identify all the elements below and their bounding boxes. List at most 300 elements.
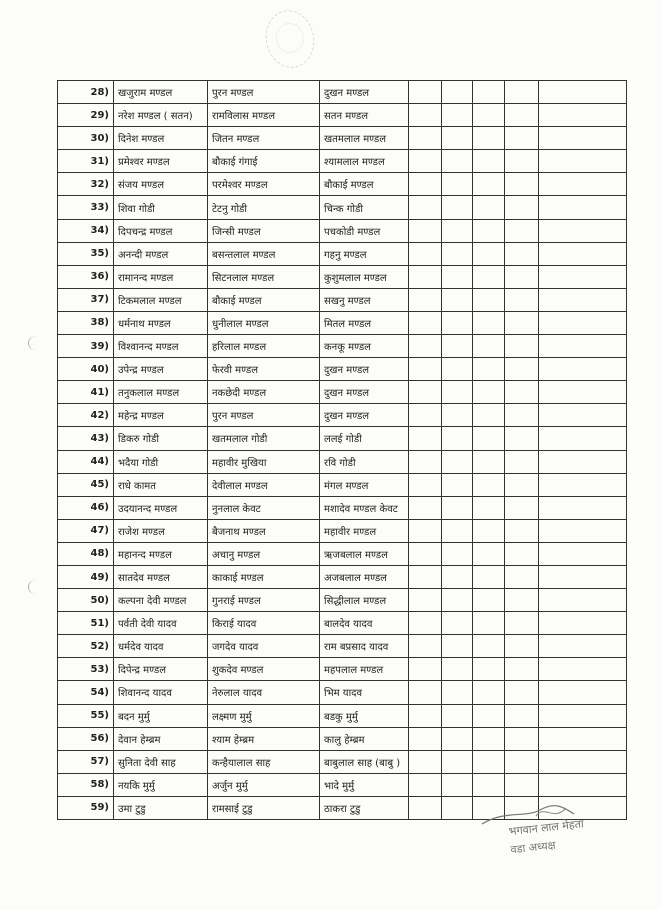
blank-cell <box>505 542 539 565</box>
blank-cell <box>409 773 442 796</box>
grandfather-name-cell: ठाकरा टुडु <box>320 796 409 819</box>
blank-cell <box>409 173 442 196</box>
blank-cell <box>473 496 505 519</box>
blank-cell <box>409 519 442 542</box>
serial-number-cell: 41) <box>58 381 114 404</box>
table-row <box>58 750 627 773</box>
grandfather-name-cell: दुखन मण्डल <box>320 81 409 104</box>
blank-cell <box>539 496 627 519</box>
blank-cell <box>409 681 442 704</box>
serial-number-cell: 34) <box>58 219 114 242</box>
grandfather-name-cell: बाबुलाल साह (बाबु ) <box>320 750 409 773</box>
blank-cell <box>409 565 442 588</box>
blank-cell <box>442 311 473 334</box>
blank-cell <box>409 542 442 565</box>
blank-cell <box>409 750 442 773</box>
blank-cell <box>505 127 539 150</box>
name-cell: विश्वानन्द मण्डल <box>114 335 208 358</box>
blank-cell <box>442 242 473 265</box>
name-cell: कल्पना देवी मण्डल <box>114 589 208 612</box>
blank-cell <box>505 150 539 173</box>
blank-cell <box>505 81 539 104</box>
blank-cell <box>473 750 505 773</box>
table-row <box>58 635 627 658</box>
blank-cell <box>539 542 627 565</box>
blank-cell <box>505 404 539 427</box>
grandfather-name-cell: श्यामलाल मण्डल <box>320 150 409 173</box>
signature-block <box>474 800 584 864</box>
blank-cell <box>505 565 539 588</box>
table-row <box>58 542 627 565</box>
punch-hole-mark <box>28 580 43 594</box>
serial-number-cell: 55) <box>58 704 114 727</box>
blank-cell <box>473 612 505 635</box>
serial-number-cell: 28) <box>58 81 114 104</box>
blank-cell <box>442 565 473 588</box>
father-name-cell: जिन्सी मण्डल <box>208 219 320 242</box>
name-cell: उपेन्द्र मण्डल <box>114 358 208 381</box>
table-row <box>58 681 627 704</box>
serial-number-cell: 29) <box>58 104 114 127</box>
table-row <box>58 173 627 196</box>
blank-cell <box>442 612 473 635</box>
blank-cell <box>409 727 442 750</box>
blank-cell <box>539 219 627 242</box>
father-name-cell: देवीलाल मण्डल <box>208 473 320 496</box>
blank-cell <box>442 219 473 242</box>
blank-cell <box>473 427 505 450</box>
serial-number-cell: 49) <box>58 565 114 588</box>
name-cell: दिपचन्द्र मण्डल <box>114 219 208 242</box>
faint-stamp <box>260 6 319 73</box>
name-cell: राजेश मण्डल <box>114 519 208 542</box>
blank-cell <box>409 635 442 658</box>
name-cell: महानन्द मण्डल <box>114 542 208 565</box>
blank-cell <box>442 635 473 658</box>
blank-cell <box>409 589 442 612</box>
serial-number-cell: 57) <box>58 750 114 773</box>
blank-cell <box>473 288 505 311</box>
table-row <box>58 381 627 404</box>
blank-cell <box>409 81 442 104</box>
blank-cell <box>442 358 473 381</box>
table-row <box>58 288 627 311</box>
blank-cell <box>505 358 539 381</box>
blank-cell <box>409 404 442 427</box>
signatory-title: वडा अध्यक्ष <box>509 838 557 857</box>
blank-cell <box>505 427 539 450</box>
serial-number-cell: 46) <box>58 496 114 519</box>
father-name-cell: रामविलास मण्डल <box>208 104 320 127</box>
blank-cell <box>505 681 539 704</box>
blank-cell <box>473 704 505 727</box>
blank-cell <box>505 219 539 242</box>
blank-cell <box>505 450 539 473</box>
blank-cell <box>539 173 627 196</box>
serial-number-cell: 54) <box>58 681 114 704</box>
blank-cell <box>539 381 627 404</box>
table-row <box>58 496 627 519</box>
blank-cell <box>539 519 627 542</box>
blank-cell <box>505 750 539 773</box>
name-cell: सातदेव मण्डल <box>114 565 208 588</box>
grandfather-name-cell: दुखन मण्डल <box>320 358 409 381</box>
blank-cell <box>409 242 442 265</box>
blank-cell <box>505 473 539 496</box>
blank-cell <box>473 542 505 565</box>
blank-cell <box>539 565 627 588</box>
table-row <box>58 404 627 427</box>
blank-cell <box>442 196 473 219</box>
father-name-cell: रामसाई टुडु <box>208 796 320 819</box>
father-name-cell: खतमलाल गोडी <box>208 427 320 450</box>
father-name-cell: महावीर मुखिया <box>208 450 320 473</box>
name-cell: डिकरु गोडी <box>114 427 208 450</box>
grandfather-name-cell: सखनु मण्डल <box>320 288 409 311</box>
blank-cell <box>442 681 473 704</box>
blank-cell <box>505 589 539 612</box>
blank-cell <box>505 773 539 796</box>
table-row <box>58 658 627 681</box>
name-cell: राधे कामत <box>114 473 208 496</box>
grandfather-name-cell: रवि गोडी <box>320 450 409 473</box>
blank-cell <box>539 196 627 219</box>
table-row <box>58 335 627 358</box>
serial-number-cell: 45) <box>58 473 114 496</box>
blank-cell <box>539 658 627 681</box>
father-name-cell: अर्जुन मुर्मु <box>208 773 320 796</box>
blank-cell <box>409 311 442 334</box>
blank-cell <box>505 335 539 358</box>
name-cell: देवान हेम्ब्रम <box>114 727 208 750</box>
table-row <box>58 704 627 727</box>
father-name-cell: कन्हैयालाल साह <box>208 750 320 773</box>
serial-number-cell: 31) <box>58 150 114 173</box>
blank-cell <box>473 635 505 658</box>
name-cell: धर्मदेव यादव <box>114 635 208 658</box>
father-name-cell: टेटनु गोडी <box>208 196 320 219</box>
father-name-cell: काकाई मण्डल <box>208 565 320 588</box>
serial-number-cell: 37) <box>58 288 114 311</box>
blank-cell <box>505 288 539 311</box>
table-row <box>58 565 627 588</box>
blank-cell <box>505 635 539 658</box>
blank-cell <box>442 81 473 104</box>
blank-cell <box>473 81 505 104</box>
table-row <box>58 589 627 612</box>
blank-cell <box>539 242 627 265</box>
grandfather-name-cell: पचकोडी मण्डल <box>320 219 409 242</box>
table-row <box>58 727 627 750</box>
blank-cell <box>539 104 627 127</box>
father-name-cell: फेरवी मण्डल <box>208 358 320 381</box>
blank-cell <box>539 358 627 381</box>
father-name-cell: बौकाई गंगाई <box>208 150 320 173</box>
serial-number-cell: 39) <box>58 335 114 358</box>
grandfather-name-cell: ऋजबलाल मण्डल <box>320 542 409 565</box>
blank-cell <box>539 635 627 658</box>
blank-cell <box>473 265 505 288</box>
blank-cell <box>409 127 442 150</box>
blank-cell <box>409 496 442 519</box>
blank-cell <box>442 750 473 773</box>
blank-cell <box>442 381 473 404</box>
name-cell: नरेश मण्डल ( सतन) <box>114 104 208 127</box>
blank-cell <box>505 727 539 750</box>
blank-cell <box>442 796 473 819</box>
blank-cell <box>473 450 505 473</box>
name-cell: दिनेश मण्डल <box>114 127 208 150</box>
grandfather-name-cell: बालदेव यादव <box>320 612 409 635</box>
blank-cell <box>505 658 539 681</box>
blank-cell <box>442 150 473 173</box>
name-cell: पर्वती देवी यादव <box>114 612 208 635</box>
blank-cell <box>473 219 505 242</box>
blank-cell <box>505 265 539 288</box>
blank-cell <box>442 288 473 311</box>
blank-cell <box>442 427 473 450</box>
serial-number-cell: 51) <box>58 612 114 635</box>
table-row <box>58 104 627 127</box>
blank-cell <box>409 658 442 681</box>
blank-cell <box>442 589 473 612</box>
table-row <box>58 196 627 219</box>
father-name-cell: बैजनाथ मण्डल <box>208 519 320 542</box>
grandfather-name-cell: दुखन मण्डल <box>320 404 409 427</box>
grandfather-name-cell: बडकु मुर्मु <box>320 704 409 727</box>
name-cell: उदयानन्द मण्डल <box>114 496 208 519</box>
blank-cell <box>539 311 627 334</box>
serial-number-cell: 33) <box>58 196 114 219</box>
blank-cell <box>473 196 505 219</box>
table-row <box>58 773 627 796</box>
name-cell: उमा टुडु <box>114 796 208 819</box>
table-row <box>58 81 627 104</box>
blank-cell <box>505 196 539 219</box>
table-row <box>58 450 627 473</box>
grandfather-name-cell: बौकाई मण्डल <box>320 173 409 196</box>
grandfather-name-cell: कुशुमलाल मण्डल <box>320 265 409 288</box>
blank-cell <box>442 704 473 727</box>
blank-cell <box>473 727 505 750</box>
blank-cell <box>442 496 473 519</box>
blank-cell <box>442 542 473 565</box>
father-name-cell: पुरन मण्डल <box>208 404 320 427</box>
father-name-cell: शुकदेव मण्डल <box>208 658 320 681</box>
father-name-cell: गुनराई मण्डल <box>208 589 320 612</box>
records-table-body <box>58 81 627 820</box>
father-name-cell: बौकाई मण्डल <box>208 288 320 311</box>
blank-cell <box>442 450 473 473</box>
blank-cell <box>409 219 442 242</box>
blank-cell <box>442 104 473 127</box>
blank-cell <box>473 242 505 265</box>
blank-cell <box>473 381 505 404</box>
blank-cell <box>442 127 473 150</box>
name-cell: संजय मण्डल <box>114 173 208 196</box>
blank-cell <box>505 311 539 334</box>
blank-cell <box>473 358 505 381</box>
grandfather-name-cell: ललई गोडी <box>320 427 409 450</box>
blank-cell <box>473 404 505 427</box>
serial-number-cell: 59) <box>58 796 114 819</box>
table-row <box>58 427 627 450</box>
blank-cell <box>473 773 505 796</box>
name-cell: टिकमलाल मण्डल <box>114 288 208 311</box>
serial-number-cell: 40) <box>58 358 114 381</box>
grandfather-name-cell: दुखन मण्डल <box>320 381 409 404</box>
name-cell: धर्मनाथ मण्डल <box>114 311 208 334</box>
father-name-cell: जगदेव यादव <box>208 635 320 658</box>
blank-cell <box>473 681 505 704</box>
blank-cell <box>539 750 627 773</box>
blank-cell <box>442 727 473 750</box>
grandfather-name-cell: महावीर मण्डल <box>320 519 409 542</box>
grandfather-name-cell: भादे मुर्मु <box>320 773 409 796</box>
blank-cell <box>505 173 539 196</box>
blank-cell <box>442 173 473 196</box>
blank-cell <box>505 242 539 265</box>
name-cell: अनन्दी मण्डल <box>114 242 208 265</box>
serial-number-cell: 50) <box>58 589 114 612</box>
table-row <box>58 358 627 381</box>
blank-cell <box>505 381 539 404</box>
blank-cell <box>409 358 442 381</box>
signatory-name: भगवान लाल मेहता <box>508 817 585 839</box>
blank-cell <box>442 773 473 796</box>
blank-cell <box>539 473 627 496</box>
table-row <box>58 242 627 265</box>
serial-number-cell: 47) <box>58 519 114 542</box>
blank-cell <box>505 704 539 727</box>
blank-cell <box>539 589 627 612</box>
blank-cell <box>539 127 627 150</box>
serial-number-cell: 58) <box>58 773 114 796</box>
father-name-cell: श्याम हेम्ब्रम <box>208 727 320 750</box>
blank-cell <box>473 335 505 358</box>
blank-cell <box>442 658 473 681</box>
serial-number-cell: 30) <box>58 127 114 150</box>
serial-number-cell: 52) <box>58 635 114 658</box>
blank-cell <box>539 612 627 635</box>
table-row <box>58 127 627 150</box>
grandfather-name-cell: खतमलाल मण्डल <box>320 127 409 150</box>
father-name-cell: पुरन मण्डल <box>208 81 320 104</box>
serial-number-cell: 53) <box>58 658 114 681</box>
name-cell: तनुकलाल मण्डल <box>114 381 208 404</box>
blank-cell <box>473 589 505 612</box>
blank-cell <box>442 473 473 496</box>
serial-number-cell: 38) <box>58 311 114 334</box>
blank-cell <box>409 473 442 496</box>
blank-cell <box>505 519 539 542</box>
father-name-cell: नकछेदी मण्डल <box>208 381 320 404</box>
serial-number-cell: 36) <box>58 265 114 288</box>
father-name-cell: हरिलाल मण्डल <box>208 335 320 358</box>
table-row <box>58 219 627 242</box>
blank-cell <box>442 265 473 288</box>
grandfather-name-cell: महपलाल मण्डल <box>320 658 409 681</box>
father-name-cell: धुनीलाल मण्डल <box>208 311 320 334</box>
blank-cell <box>539 681 627 704</box>
grandfather-name-cell: कनकू मण्डल <box>320 335 409 358</box>
grandfather-name-cell: सतन मण्डल <box>320 104 409 127</box>
blank-cell <box>409 150 442 173</box>
blank-cell <box>539 81 627 104</box>
name-cell: रामानन्द मण्डल <box>114 265 208 288</box>
blank-cell <box>539 150 627 173</box>
table-row <box>58 473 627 496</box>
blank-cell <box>473 519 505 542</box>
serial-number-cell: 42) <box>58 404 114 427</box>
blank-cell <box>409 335 442 358</box>
blank-cell <box>473 104 505 127</box>
blank-cell <box>473 127 505 150</box>
blank-cell <box>409 104 442 127</box>
blank-cell <box>539 288 627 311</box>
table-row <box>58 311 627 334</box>
records-table <box>57 80 627 820</box>
name-cell: महेन्द्र मण्डल <box>114 404 208 427</box>
blank-cell <box>409 381 442 404</box>
blank-cell <box>409 288 442 311</box>
grandfather-name-cell: मंगल मण्डल <box>320 473 409 496</box>
serial-number-cell: 48) <box>58 542 114 565</box>
blank-cell <box>473 565 505 588</box>
blank-cell <box>539 727 627 750</box>
father-name-cell: जितन मण्डल <box>208 127 320 150</box>
name-cell: भदैया गोडी <box>114 450 208 473</box>
blank-cell <box>409 427 442 450</box>
blank-cell <box>539 704 627 727</box>
father-name-cell: अचानु मण्डल <box>208 542 320 565</box>
name-cell: शिवानन्द यादव <box>114 681 208 704</box>
grandfather-name-cell: गहनु मण्डल <box>320 242 409 265</box>
father-name-cell: लक्ष्मण मुर्मु <box>208 704 320 727</box>
grandfather-name-cell: अजबलाल मण्डल <box>320 565 409 588</box>
grandfather-name-cell: मितल मण्डल <box>320 311 409 334</box>
serial-number-cell: 44) <box>58 450 114 473</box>
serial-number-cell: 32) <box>58 173 114 196</box>
blank-cell <box>473 658 505 681</box>
blank-cell <box>409 612 442 635</box>
serial-number-cell: 35) <box>58 242 114 265</box>
punch-hole-mark <box>28 336 43 350</box>
blank-cell <box>473 311 505 334</box>
blank-cell <box>473 150 505 173</box>
name-cell: बदन मुर्मु <box>114 704 208 727</box>
serial-number-cell: 56) <box>58 727 114 750</box>
blank-cell <box>409 196 442 219</box>
blank-cell <box>442 335 473 358</box>
table-row <box>58 612 627 635</box>
grandfather-name-cell: कालु हेम्ब्रम <box>320 727 409 750</box>
table-row <box>58 519 627 542</box>
blank-cell <box>442 519 473 542</box>
blank-cell <box>473 173 505 196</box>
grandfather-name-cell: चिन्क गोडी <box>320 196 409 219</box>
blank-cell <box>409 265 442 288</box>
blank-cell <box>409 450 442 473</box>
name-cell: शिवा गोडी <box>114 196 208 219</box>
blank-cell <box>539 450 627 473</box>
grandfather-name-cell: मशादेव मण्डल केवट <box>320 496 409 519</box>
blank-cell <box>539 335 627 358</box>
blank-cell <box>505 104 539 127</box>
father-name-cell: बसन्तलाल मण्डल <box>208 242 320 265</box>
blank-cell <box>473 473 505 496</box>
name-cell: सुनिता देवी साह <box>114 750 208 773</box>
